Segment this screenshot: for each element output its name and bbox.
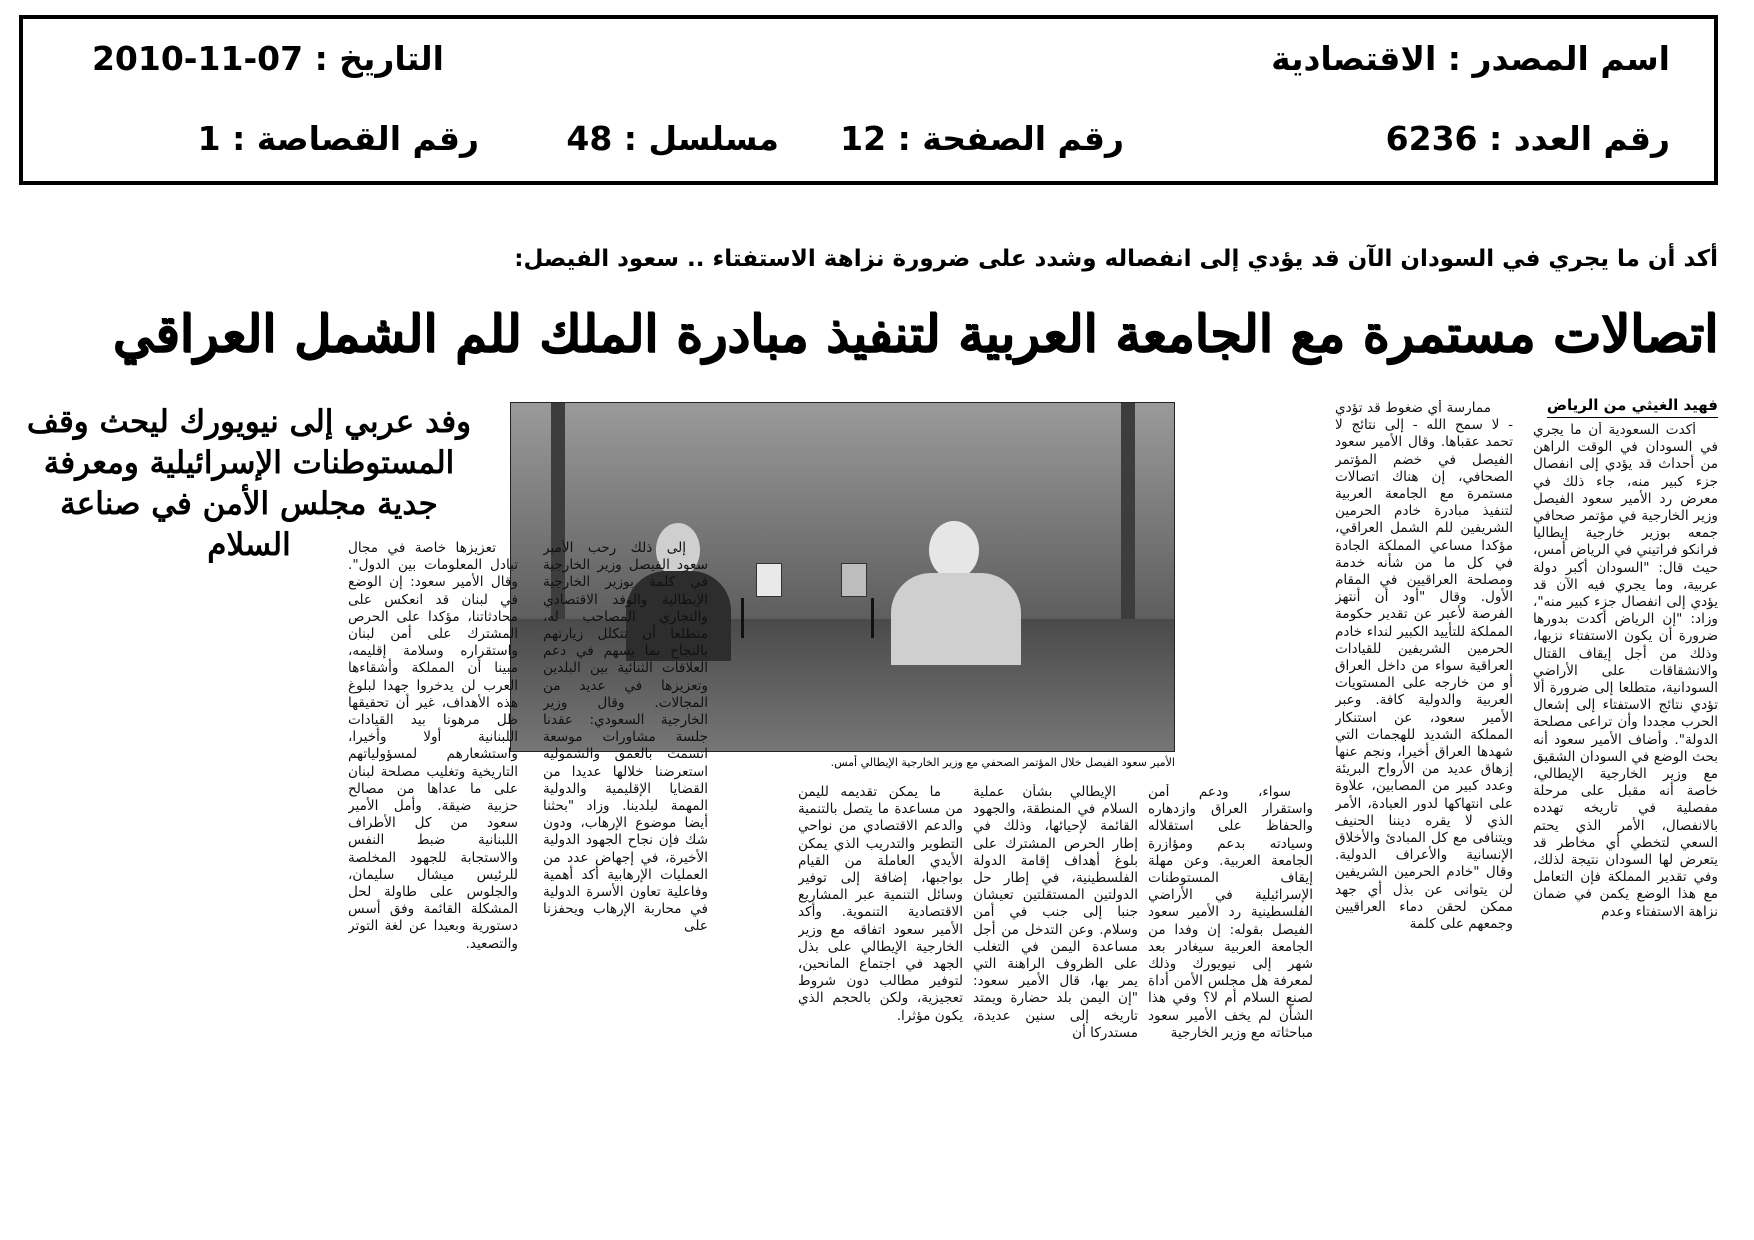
serial-number-field: مسلسل : 48 <box>566 119 779 158</box>
article-column-5 <box>798 784 963 1052</box>
page-number-field: رقم الصفحة : 12 <box>840 119 1124 158</box>
article-byline: فهيد الغيثي من الرياض <box>1547 396 1718 418</box>
clip-number-field: رقم القصاصة : 1 <box>197 119 479 158</box>
article-subhead: وفد عربي إلى نيويورك ليحث وقف المستوطنات الإسرائيلية ومعرفة جدية مجلس الأمن في صناعة السلام <box>26 404 472 563</box>
source-name-field: اسم المصدر : الاقتصادية <box>1271 39 1670 78</box>
date-field: التاريخ : 07-11-2010 <box>91 39 444 78</box>
column-3-text: سواء، ودعم أمن واستقرار العراق وازدهاره والحفاظ على استقلاله وسيادته بدعم ومؤازرة الجامعة العربية. وعن مهلة إيقاف المستوطنات الإسرائيلية في الأراضي الفلسطينية رد الأمير سعود الفيصل بقوله: إن وفدا من الجامعة العربية سيغادر بعد شهر إلى نيويورك وذلك لمعرفة هل مجلس الأمن أداة لصنع السلام أم لا؟ وفي هذا الشأن لم يخف الأمير سعود مباحثاته مع وزير الخارجية <box>1148 784 1313 1041</box>
article-column-7 <box>348 540 518 1052</box>
column-1-text: أكدت السعودية أن ما يجري في السودان في الوقت الراهن من أحداث قد يؤدي إلى انفصال جزء كبير منه، جاء ذلك في معرض رد الأمير سعود الفيصل وزير الخارجية في مؤتمر صحافي جمعه بوزير خارجية إيطاليا فرانكو فراتيني في الرياض أمس، حيث قال: "السودان أكبر دولة عربية، وما يجري فيه الآن قد يؤدي إلى انفصال جزء كبير منه"، وزاد: "إن الرياض أكدت بدورها ضرورة أن يكون الاستفتاء نزيها، وذلك من أجل إيقاف القتال والانشقاقات على الأراضي السودانية، متطلعا إلى ضرورة ألا تؤدي نتائج الاستفتاء إلى إشعال الحرب مجددا وأن تراعى مصلحة الدولة". وأضاف الأمير سعود أنه بحث الوضع في السودان الشقيق مع وزير الخارجية الإيطالي، خاصة أنه مقبل على مرحلة مفصلية في تاريخه تهدده بالانفصال، الأمر الذي يحتم السعي لتخطي أي مخاطر قد يتعرض لها السودان نتيجة لذلك، وفي تقدير المملكة فإن التعامل مع هذا الوضع يكمن في ضمان نزاهة الاستفتاء وعدم <box>1533 422 1718 920</box>
column-7-text: تعزيزها خاصة في مجال تبادل المعلومات بين الدول". وقال الأمير سعود: إن الوضع في لبنان قد انعكس على محادثاتنا، مؤكدا على الحرص المشترك على أمن لبنان واستقراره وسلامة إقليمه، مبينا أن المملكة وأشقاءها العرب لن يدخروا جهدا لبلوغ هذه الأهداف، غير أن تحقيقها ظل مرهونا بيد القيادات اللبنانية أولا وأخيرا، واستشعارهم لمسؤولياتهم التاريخية وتغليب مصلحة لبنان على ما عداها من مصالح حزبية ضيقة. وأمل الأمير سعود من كل الأطراف اللبنانية ضبط النفس والاستجابة للجهود المخلصة للرئيس ميشال سليمان، والجلوس على طاولة لحل المشكلة القائمة وفق أسس دستورية وبعيدا عن لغة التوتر والتصعيد. <box>348 540 518 952</box>
issue-number-field: رقم العدد : 6236 <box>1385 119 1670 158</box>
newspaper-clipping <box>19 222 1718 1072</box>
article-column-6 <box>543 540 708 1052</box>
article-kicker: أكد أن ما يجري في السودان الآن قد يؤدي إلى انفصاله وشدد على ضرورة نزاهة الاستفتاء .. سعود الفيصل: <box>514 246 1718 272</box>
article-headline: اتصالات مستمرة مع الجامعة العربية لتنفيذ مبادرة الملك للم الشمل العراقي <box>112 304 1718 364</box>
column-6-text: إلى ذلك رحب الأمير سعود الفيصل وزير الخارجية في كلمة بوزير الخارجية الإيطالية والوفد الاقتصادي والتجاري المصاحب له، متطلعا أن تتكلل زيارتهم بالنجاح بما يسهم في دعم العلاقات الثنائية بين البلدين وتعزيزها في عديد من المجالات. وقال وزير الخارجية السعودي: عقدنا جلسة مشاورات موسعة اتسمت بالعمق والشمولية استعرضنا خلالها عديدا من القضايا الإقليمية والدولية المهمة لبلدينا. وزاد "بحثنا أيضا موضوع الإرهاب، ودون شك فإن نجاح الجهود الدولية الأخيرة، في إجهاض عدد من العمليات الإرهابية أكد أهمية وفاعلية تعاون الأسرة الدولية في محاربة الإرهاب ويحفزنا على <box>543 540 708 935</box>
column-5-text: ما يمكن تقديمه لليمن من مساعدة ما يتصل بالتنمية والدعم الاقتصادي من نواحي التطوير والتدريب الذي يمكن الأيدي العاملة من القيام بواجبها، إضافة إلى توفير وسائل التنمية عبر المشاريع الاقتصادية التنموية. وأكد الأمير سعود اتفاقه مع وزير الخارجية الإيطالي على بذل الجهد في اجتماع المانحين، لتوفير مطالب دون شروط تعجيزية، ولكن بالحجم الذي يكون مؤثرا. <box>798 784 963 1024</box>
column-2-text: ممارسة أي ضغوط قد تؤدي - لا سمح الله - إلى نتائج لا تحمد عقباها. وقال الأمير سعود الفيصل في خضم المؤتمر الصحافي، إن هناك اتصالات مستمرة مع الجامعة العربية لتنفيذ مبادرة خادم الحرمين الشريفين للم الشمل العراقي، مؤكدا مساعي المملكة الجادة في كل ما من شأنه خدمة ومصلحة العراقيين في المقام الأول. وقال "أود أن أنتهز الفرصة لأعبر عن تقدير حكومة المملكة للتأييد الكبير لنداء خادم الحرمين الشريفين للقيادات العراقية سواء من داخل العراق أو من خارجه على المستويات العربية والدولية كافة. وعبر الأمير سعود، عن استنكار المملكة الشديد للهجمات التي شهدها العراق أخيرا، ونجم عنها إزهاق عديد من الأرواح البريئة وعدد كبير من المصابين، علاوة على انتهاكها لدور العبادة، الأمر الذي لا يقره ديننا الحنيف ويتنافى مع كل المبادئ والأخلاق الإنسانية والأعراف الدولية. وقال "خادم الحرمين الشريفين لن يتوانى عن بذل أي جهد ممكن لحقن دماء العراقيين وجمعهم على كلمة <box>1335 400 1513 933</box>
article-column-2 <box>1335 400 1513 1052</box>
article-column-1 <box>1533 422 1718 1052</box>
article-column-4 <box>973 784 1138 1052</box>
article-column-3 <box>1148 784 1313 1052</box>
clipping-header-box <box>19 15 1718 185</box>
column-4-text: الإيطالي بشأن عملية السلام في المنطقة، والجهود القائمة لإحيائها، وذلك في إطار الحرص المشترك على بلوغ أهداف إقامة الدولة الفلسطينية، في إطار حل الدولتين المستقلتين تعيشان جنبا إلى جنب في أمن وسلام. وعن التدخل من أجل مساعدة اليمن في التغلب على الظروف الراهنة التي يمر بها، قال الأمير سعود: "إن اليمن بلد حضارة ويمتد تاريخه إلى سنين عديدة، مستدركا أن <box>973 784 1138 1041</box>
photo-caption: الأمير سعود الفيصل خلال المؤتمر الصحفي مع وزير الخارجية الإيطالي أمس. <box>830 756 1175 769</box>
